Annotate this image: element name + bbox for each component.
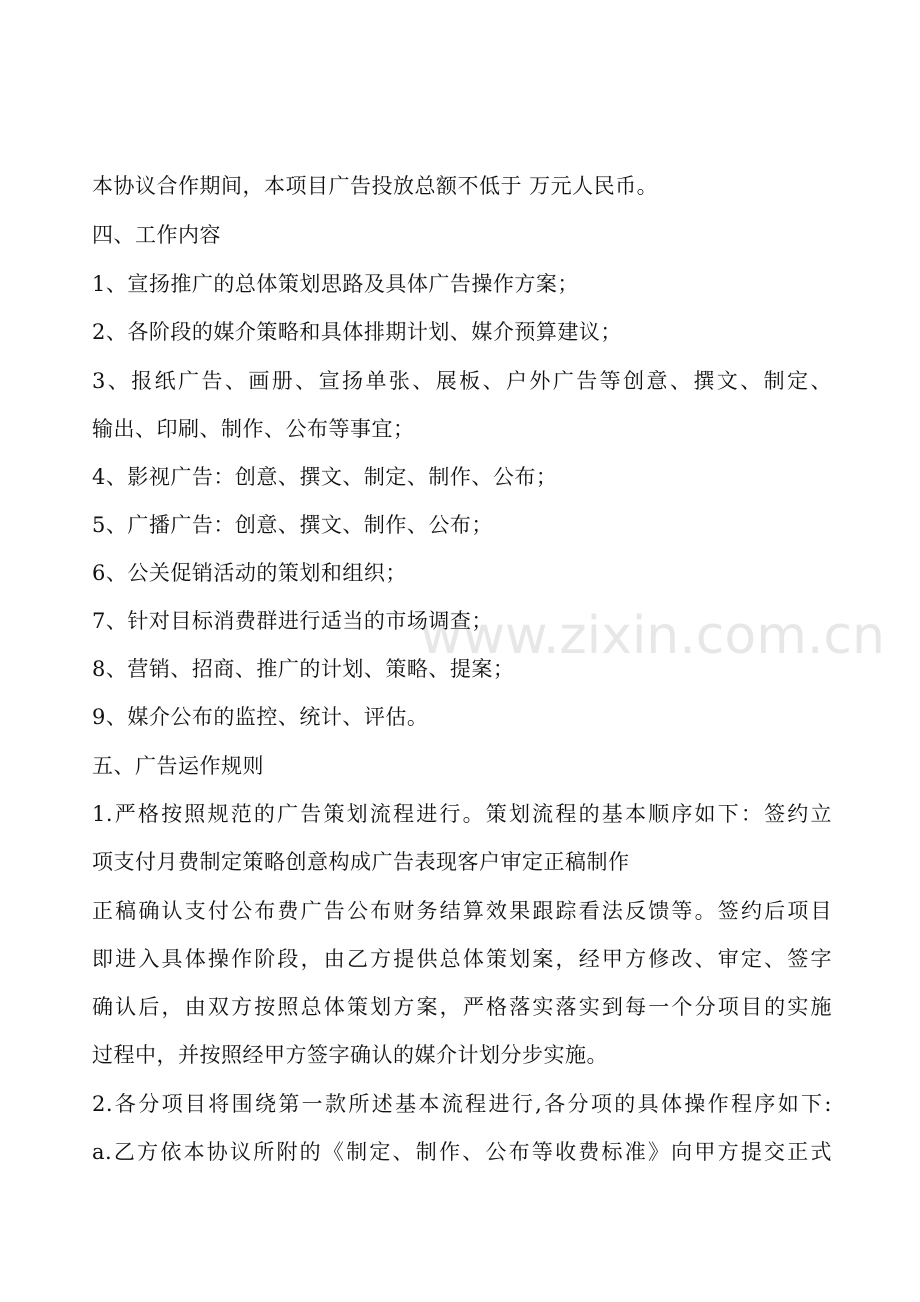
paragraph-line-1: 本协议合作期间，本项目广告投放总额不低于 万元人民币。 [92,174,659,198]
list-item-1: 1、宣扬推广的总体策划思路及具体广告操作方案； [92,272,579,296]
list-item-5: 5、广播广告：创意、撰文、制作、公布； [92,513,493,537]
rule-1-line-1: 1.严格按照规范的广告策划流程进行。策划流程的基本顺序如下：签约立 [92,802,832,826]
section-heading-ad-rules: 五、广告运作规则 [92,754,264,778]
list-item-6: 6、公关促销活动的策划和组织； [92,561,407,585]
list-item-9: 9、媒介公布的监控、统计、评估。 [92,705,429,729]
list-item-3-line-2: 输出、印刷、制作、公布等事宜； [92,417,415,441]
rule-1-line-6: 过程中，并按照经甲方签字确认的媒介计划分步实施。 [92,1043,608,1067]
rule-1-line-2: 项支付月费制定策略创意构成广告表现客户审定正稿制作 [92,850,630,874]
watermark-text: www.zixin.com.cn [420,606,885,666]
rule-1-line-4: 即进入具体操作阶段，由乙方提供总体策划案，经甲方修改、审定、签字 [92,947,832,971]
list-item-3-line-1: 3、报纸广告、画册、宣扬单张、展板、户外广告等创意、撰文、制定、 [92,369,832,393]
list-item-2: 2、各阶段的媒介策略和具体排期计划、媒介预算建议； [92,320,622,344]
rule-2-line-1: 2.各分项目将围绕第一款所述基本流程进行,各分项的具体操作程序如下: [92,1092,832,1116]
rule-1-line-5: 确认后，由双方按照总体策划方案，严格落实落实到每一个分项目的实施 [92,995,832,1019]
list-item-4: 4、影视广告：创意、撰文、制定、制作、公布； [92,465,558,489]
rule-2-item-a: a.乙方依本协议所附的《制定、制作、公布等收费标准》向甲方提交正式 [92,1140,832,1164]
list-item-7: 7、针对目标消费群进行适当的市场调查； [92,609,493,633]
section-heading-work-content: 四、工作内容 [92,223,221,247]
list-item-8: 8、营销、招商、推广的计划、策略、提案； [92,657,515,681]
rule-1-line-3: 正稿确认支付公布费广告公布财务结算效果跟踪看法反馈等。签约后项目 [92,899,832,923]
